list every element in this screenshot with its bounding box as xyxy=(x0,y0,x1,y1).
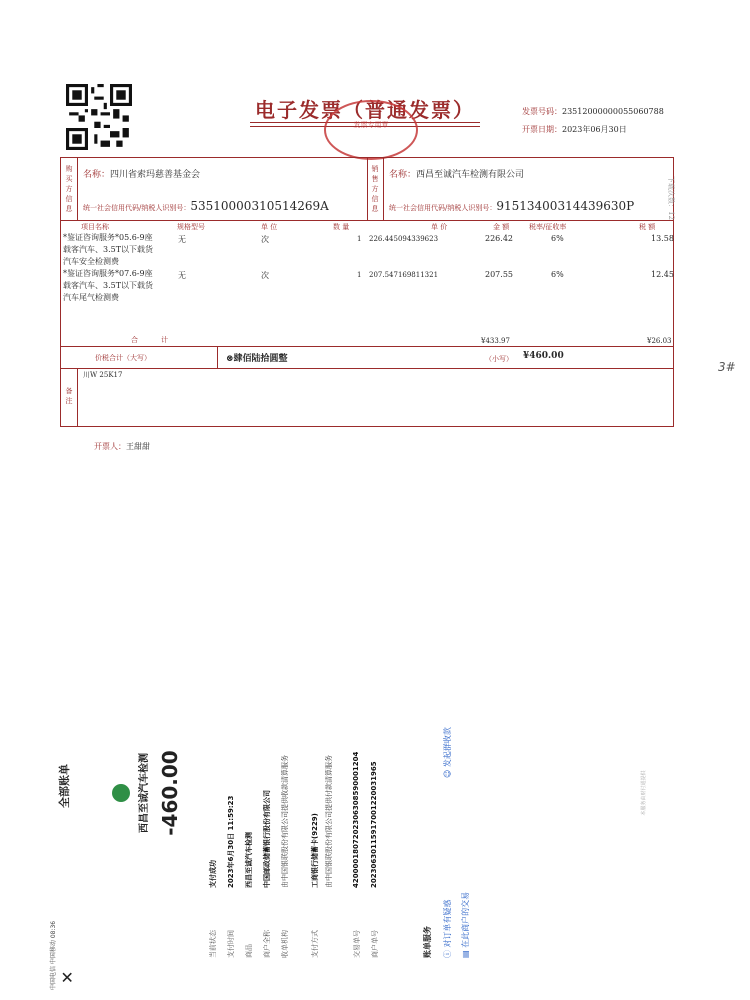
invoice-date: 2023年06月30日 xyxy=(562,125,627,134)
receipt-row-key: 商品 xyxy=(245,944,253,958)
item-name xyxy=(63,268,153,304)
download-count: 下载次数：12 xyxy=(667,176,675,220)
item-spec: 无 xyxy=(178,235,186,244)
group-collect-link[interactable] xyxy=(442,727,453,778)
seller-name: 西昌至诚汽车检测有限公司 xyxy=(416,170,525,180)
handwritten-note: 3# xyxy=(718,360,736,374)
col-header-unit: 单 位 xyxy=(261,223,278,231)
receipt-row-value: 20230630115917001220031965 xyxy=(370,761,378,888)
invoice-no: 23512000000055060788 xyxy=(562,107,664,116)
item-name-line: *鉴证咨询服务*07.6-9座 xyxy=(63,269,153,278)
receipt-row-key: 支付方式 xyxy=(311,930,319,958)
item-spec: 无 xyxy=(178,271,186,280)
seal-text: 发票专用章 xyxy=(353,121,389,129)
drawer-label: 开票人： xyxy=(94,442,126,451)
item-unit: 次 xyxy=(261,235,269,244)
buyer-tax-row xyxy=(83,195,329,214)
payment-receipt xyxy=(40,588,660,998)
receipt-row-value: 西昌至诚汽车检测 xyxy=(245,832,253,888)
remarks-text: 川W 25K17 xyxy=(83,371,123,379)
receipt-row-value: 由中国银联股份有限公司提供付款清算服务 xyxy=(325,755,333,888)
receipt-row-value: 支付成功 xyxy=(209,860,217,888)
remarks-label: 备注 xyxy=(65,387,73,405)
receipt-row-value: 中国邮政储蓄银行股份有限公司 xyxy=(263,790,271,888)
drawer-name: 王甜甜 xyxy=(126,442,150,451)
col-header-tax: 税 额 xyxy=(639,223,656,231)
item-rate: 6% xyxy=(551,234,564,243)
order-question-link[interactable] xyxy=(442,899,453,958)
item-price: 207.547169811321 xyxy=(369,271,439,279)
grand-small-label: （小写） xyxy=(485,355,513,363)
item-name-line: 汽车安全检测费 xyxy=(63,257,119,266)
invoice-meta xyxy=(522,103,664,139)
buyer-name-label: 名称： xyxy=(83,170,111,180)
col-header-qty: 数 量 xyxy=(333,223,350,231)
col-header-name: 项目名称 xyxy=(81,223,109,231)
total-label: 合 计 xyxy=(131,336,171,344)
close-icon[interactable]: ✕ xyxy=(58,970,77,984)
item-qty: 1 xyxy=(357,271,362,279)
receipt-row-value: 由中国银联股份有限公司提供收款清算服务 xyxy=(281,755,289,888)
buyer-tax-label: 统一社会信用代码/纳税人识别号： xyxy=(83,204,191,212)
item-amount: 226.42 xyxy=(485,234,513,243)
item-tax: 13.58 xyxy=(651,234,674,243)
grand-total-label: 价税合计（大写） xyxy=(95,354,151,362)
question-icon: ⓘ xyxy=(443,947,452,958)
total-amount: ¥433.97 xyxy=(481,337,510,345)
invoice-date-label: 开票日期： xyxy=(522,125,562,134)
buyer-name-row xyxy=(83,167,200,180)
merchant-name: 西昌至诚汽车检测 xyxy=(139,753,150,833)
receipt-row-key: 商户单号 xyxy=(371,930,379,958)
buyer-name: 四川省索玛慈善基金会 xyxy=(110,170,201,180)
item-name-line: 载客汽车、3.5T以下载货 xyxy=(63,281,154,290)
receipt-row-key: 交易单号 xyxy=(353,930,361,958)
receipt-row-value: 2023年6月30日 11:59:23 xyxy=(227,795,235,888)
link-label: 对订单有疑惑 xyxy=(443,899,452,948)
item-amount: 207.55 xyxy=(485,270,513,279)
receipt-row-value: 工商银行储蓄卡(9229) xyxy=(311,813,319,888)
invoice-seal xyxy=(324,100,418,160)
item-unit: 次 xyxy=(261,271,269,280)
payment-receipt-area xyxy=(40,588,660,998)
seller-tax-row xyxy=(389,195,634,214)
link-label: 发起群收款 xyxy=(443,727,452,768)
drawer-row xyxy=(94,441,150,452)
link-label: 在此商户的交易 xyxy=(461,891,470,948)
item-name-line: 载客汽车、3.5T以下载货 xyxy=(63,245,154,254)
merchant-trades-link[interactable] xyxy=(460,892,471,958)
col-header-rate: 税率/征收率 xyxy=(529,223,567,231)
col-header-price: 单 价 xyxy=(431,223,448,231)
invoice-title: 电子发票（普通发票） xyxy=(255,98,475,122)
list-icon: ▤ xyxy=(461,947,470,958)
receipt-row-key: 支付时间 xyxy=(227,930,235,958)
seller-side-label: 销售方信息 xyxy=(371,165,379,213)
seller-name-row xyxy=(389,167,524,180)
grand-total-chinese: ⊗肆佰陆拾圆整 xyxy=(226,354,288,364)
merchant-logo-icon xyxy=(112,784,130,802)
item-rate: 6% xyxy=(551,270,564,279)
item-price: 226.445094339623 xyxy=(369,235,439,243)
receipt-row-value: 4200001807202306308590001204 xyxy=(352,751,360,888)
status-bar: 中国电信 中国移动 08:36 xyxy=(50,920,57,990)
receipt-row-key: 商户全称 xyxy=(263,930,271,958)
item-qty: 1 xyxy=(357,235,362,243)
col-header-spec: 规格型号 xyxy=(177,223,205,231)
invoice-no-label: 发票号码： xyxy=(522,107,562,116)
item-name xyxy=(63,232,153,268)
receipt-footer: 本服务由财付通提供 xyxy=(641,770,647,816)
total-tax: ¥26.03 xyxy=(647,337,672,345)
buyer-tax-id: 53510000310514269A xyxy=(190,199,329,213)
item-name-line: 汽车尾气检测费 xyxy=(63,293,119,302)
qr-code xyxy=(66,84,132,150)
grand-total-number: ¥460.00 xyxy=(523,351,564,361)
seller-tax-label: 统一社会信用代码/纳税人识别号： xyxy=(389,204,497,212)
col-header-amount: 金 额 xyxy=(493,223,510,231)
item-tax: 12.45 xyxy=(651,270,674,279)
bill-service-title: 账单服务 xyxy=(423,926,432,958)
seller-name-label: 名称： xyxy=(389,170,417,180)
group-icon: ☺ xyxy=(443,767,452,778)
seller-tax-id: 91513400314439630P xyxy=(496,199,635,213)
receipt-row-key: 收单机构 xyxy=(281,930,289,958)
item-name-line: *鉴证咨询服务*05.6-9座 xyxy=(63,233,153,242)
invoice-table xyxy=(60,157,674,427)
receipt-row-key: 当前状态 xyxy=(209,930,217,958)
receipt-header: 全部账单 xyxy=(58,764,71,808)
buyer-side-label: 购买方信息 xyxy=(65,165,73,213)
payment-amount: -460.00 xyxy=(158,750,182,836)
